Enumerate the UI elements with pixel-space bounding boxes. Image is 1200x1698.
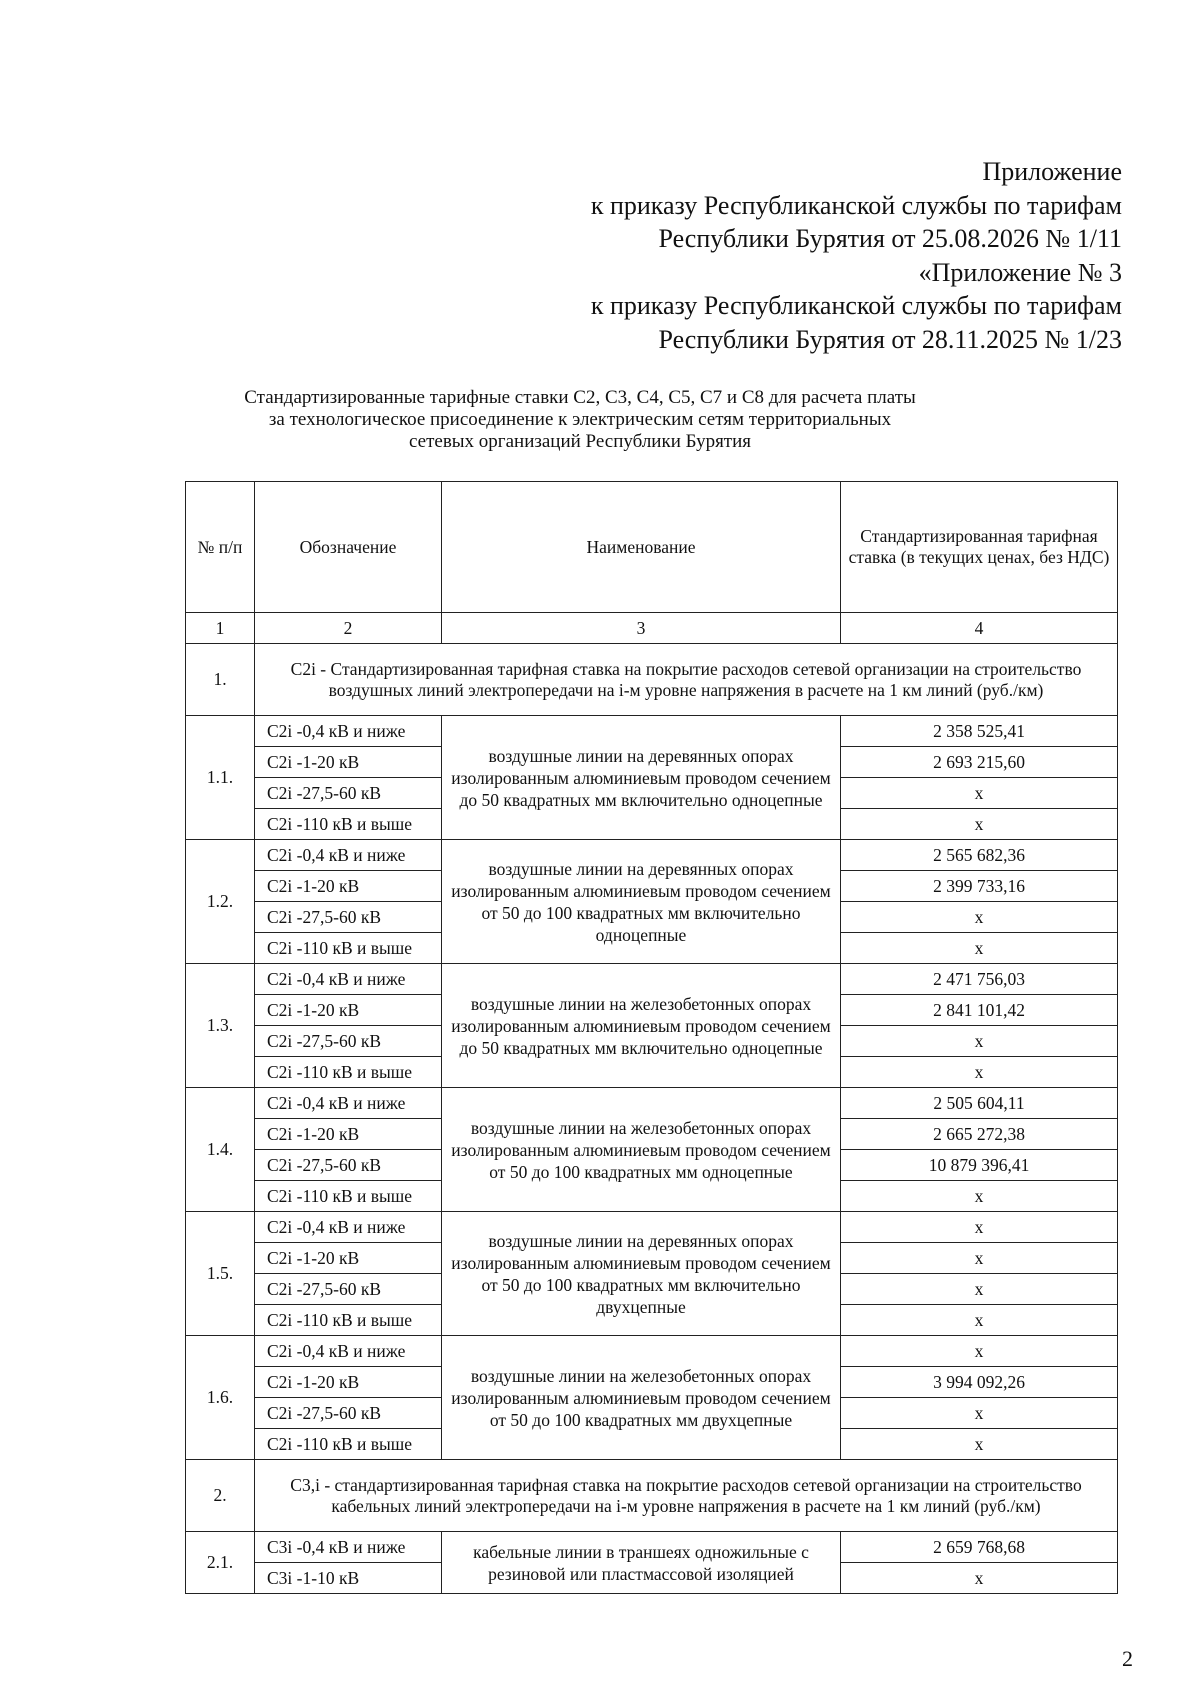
rate-value: 10 879 396,41 <box>841 1150 1118 1181</box>
rate-value: х <box>841 933 1118 964</box>
section-title: С2i - Стандартизированная тарифная ставка на покрытие расходов сетевой организации на строительство воздушных линий электропередачи на i-м уровне напряжения в расчете на 1 км линий (руб./км) <box>255 644 1118 716</box>
group-description: воздушные линии на деревянных опорах изолированным алюминиевым проводом сечением до 50 квадратных мм включительно одноцепные <box>442 716 841 840</box>
header-line: Приложение <box>982 157 1122 186</box>
group-number: 1.6. <box>186 1336 255 1460</box>
rate-code: С2i -1-20 кВ <box>255 995 442 1026</box>
tariff-table <box>185 481 1118 1594</box>
rate-value: 2 565 682,36 <box>841 840 1118 871</box>
table-row <box>186 840 1118 871</box>
rate-code: С2i -27,5-60 кВ <box>255 902 442 933</box>
group-description: воздушные линии на железобетонных опорах изолированным алюминиевым проводом сечением от 50 до 100 квадратных мм двухцепные <box>442 1336 841 1460</box>
rate-value: х <box>841 902 1118 933</box>
section-number: 1. <box>186 644 255 716</box>
rate-value: х <box>841 1274 1118 1305</box>
table-row <box>186 1532 1118 1563</box>
header-line: к приказу Республиканской службы по тарифам <box>590 291 1122 320</box>
column-number: 4 <box>841 613 1118 644</box>
group-description: кабельные линии в траншеях одножильные с резиновой или пластмассовой изоляцией <box>442 1532 841 1594</box>
rate-code: С2i -110 кВ и выше <box>255 809 442 840</box>
rate-code: С2i -1-20 кВ <box>255 1367 442 1398</box>
rate-code: С2i -0,4 кВ и ниже <box>255 1212 442 1243</box>
rate-value: х <box>841 1243 1118 1274</box>
rate-value: х <box>841 1057 1118 1088</box>
rate-value: 2 659 768,68 <box>841 1532 1118 1563</box>
rate-value: х <box>841 1398 1118 1429</box>
rate-value: х <box>841 809 1118 840</box>
table-row <box>186 1212 1118 1243</box>
rate-value: 3 994 092,26 <box>841 1367 1118 1398</box>
rate-code: С2i -1-20 кВ <box>255 1119 442 1150</box>
rate-value: 2 841 101,42 <box>841 995 1118 1026</box>
column-number-row <box>186 613 1118 644</box>
rate-code: С2i -110 кВ и выше <box>255 933 442 964</box>
column-number: 2 <box>255 613 442 644</box>
rate-code: С2i -27,5-60 кВ <box>255 1150 442 1181</box>
rate-code: С2i -27,5-60 кВ <box>255 1398 442 1429</box>
rate-code: С2i -1-20 кВ <box>255 747 442 778</box>
rate-value: х <box>841 1212 1118 1243</box>
rate-value: х <box>841 1336 1118 1367</box>
col-number-header: № п/п <box>186 482 255 613</box>
rate-code: С2i -110 кВ и выше <box>255 1429 442 1460</box>
group-description: воздушные линии на деревянных опорах изолированным алюминиевым проводом сечением от 50 до 100 квадратных мм включительно одноцепные <box>442 840 841 964</box>
rate-code: С2i -110 кВ и выше <box>255 1057 442 1088</box>
header-line: к приказу Республиканской службы по тарифам <box>590 190 1122 220</box>
table-row <box>186 716 1118 747</box>
table-row <box>186 1088 1118 1119</box>
section-row <box>186 644 1118 716</box>
group-number: 1.3. <box>186 964 255 1088</box>
rate-value: х <box>841 1429 1118 1460</box>
rate-code: С2i -110 кВ и выше <box>255 1181 442 1212</box>
document-title <box>180 387 980 453</box>
rate-code: С2i -0,4 кВ и ниже <box>255 840 442 871</box>
rate-value: 2 665 272,38 <box>841 1119 1118 1150</box>
header-line: Республики Бурятия от 28.11.2025 № 1/23 <box>658 324 1122 354</box>
section-title: С3,i - стандартизированная тарифная ставка на покрытие расходов сетевой организации на строительство кабельных линий электропередачи на i-м уровне напряжения в расчете на 1 км линий (руб./км) <box>255 1460 1118 1532</box>
title-line: Стандартизированные тарифные ставки С2, С3, С4, С5, С7 и С8 для расчета платы <box>244 387 916 408</box>
title-line: за технологическое присоединение к электрическим сетям территориальных <box>268 409 892 430</box>
rate-value: х <box>841 1563 1118 1594</box>
rate-value: 2 399 733,16 <box>841 871 1118 902</box>
title-line: сетевых организаций Республики Бурятия <box>408 431 752 452</box>
rate-code: С3i -0,4 кВ и ниже <box>255 1532 442 1563</box>
col-name-header: Наименование <box>442 482 841 613</box>
rate-value: 2 693 215,60 <box>841 747 1118 778</box>
group-description: воздушные линии на деревянных опорах изолированным алюминиевым проводом сечением от 50 до 100 квадратных мм включительно двухцепные <box>442 1212 841 1336</box>
col-rate-header: Стандартизированная тарифная ставка (в текущих ценах, без НДС) <box>841 482 1118 613</box>
rate-code: С2i -0,4 кВ и ниже <box>255 716 442 747</box>
group-description: воздушные линии на железобетонных опорах изолированным алюминиевым проводом сечением до 50 квадратных мм включительно одноцепные <box>442 964 841 1088</box>
column-number: 1 <box>186 613 255 644</box>
column-number: 3 <box>442 613 841 644</box>
rate-code: С3i -1-10 кВ <box>255 1563 442 1594</box>
rate-code: С2i -1-20 кВ <box>255 1243 442 1274</box>
rate-value: 2 505 604,11 <box>841 1088 1118 1119</box>
header-line: «Приложение № 3 <box>918 257 1122 287</box>
group-number: 1.2. <box>186 840 255 964</box>
group-number: 1.5. <box>186 1212 255 1336</box>
table-row <box>186 1336 1118 1367</box>
appendix-header <box>591 155 1122 356</box>
rate-code: С2i -0,4 кВ и ниже <box>255 1336 442 1367</box>
rate-value: х <box>841 1181 1118 1212</box>
page-number: 2 <box>1122 1646 1133 1671</box>
rate-value: 2 358 525,41 <box>841 716 1118 747</box>
group-description: воздушные линии на железобетонных опорах изолированным алюминиевым проводом сечением от 50 до 100 квадратных мм одноцепные <box>442 1088 841 1212</box>
section-number: 2. <box>186 1460 255 1532</box>
header-line: Республики Бурятия от 25.08.2026 № 1/11 <box>658 224 1122 253</box>
rate-value: х <box>841 778 1118 809</box>
group-number: 1.4. <box>186 1088 255 1212</box>
rate-value: х <box>841 1305 1118 1336</box>
rate-code: С2i -27,5-60 кВ <box>255 1274 442 1305</box>
rate-code: С2i -27,5-60 кВ <box>255 778 442 809</box>
rate-value: 2 471 756,03 <box>841 964 1118 995</box>
group-number: 1.1. <box>186 716 255 840</box>
group-number: 2.1. <box>186 1532 255 1594</box>
rate-code: С2i -27,5-60 кВ <box>255 1026 442 1057</box>
table-row <box>186 964 1118 995</box>
rate-code: С2i -0,4 кВ и ниже <box>255 964 442 995</box>
rate-value: х <box>841 1026 1118 1057</box>
rate-code: С2i -110 кВ и выше <box>255 1305 442 1336</box>
section-row <box>186 1460 1118 1532</box>
rate-code: С2i -0,4 кВ и ниже <box>255 1088 442 1119</box>
col-code-header: Обозначение <box>255 482 442 613</box>
table-header-row <box>186 482 1118 613</box>
rate-code: С2i -1-20 кВ <box>255 871 442 902</box>
